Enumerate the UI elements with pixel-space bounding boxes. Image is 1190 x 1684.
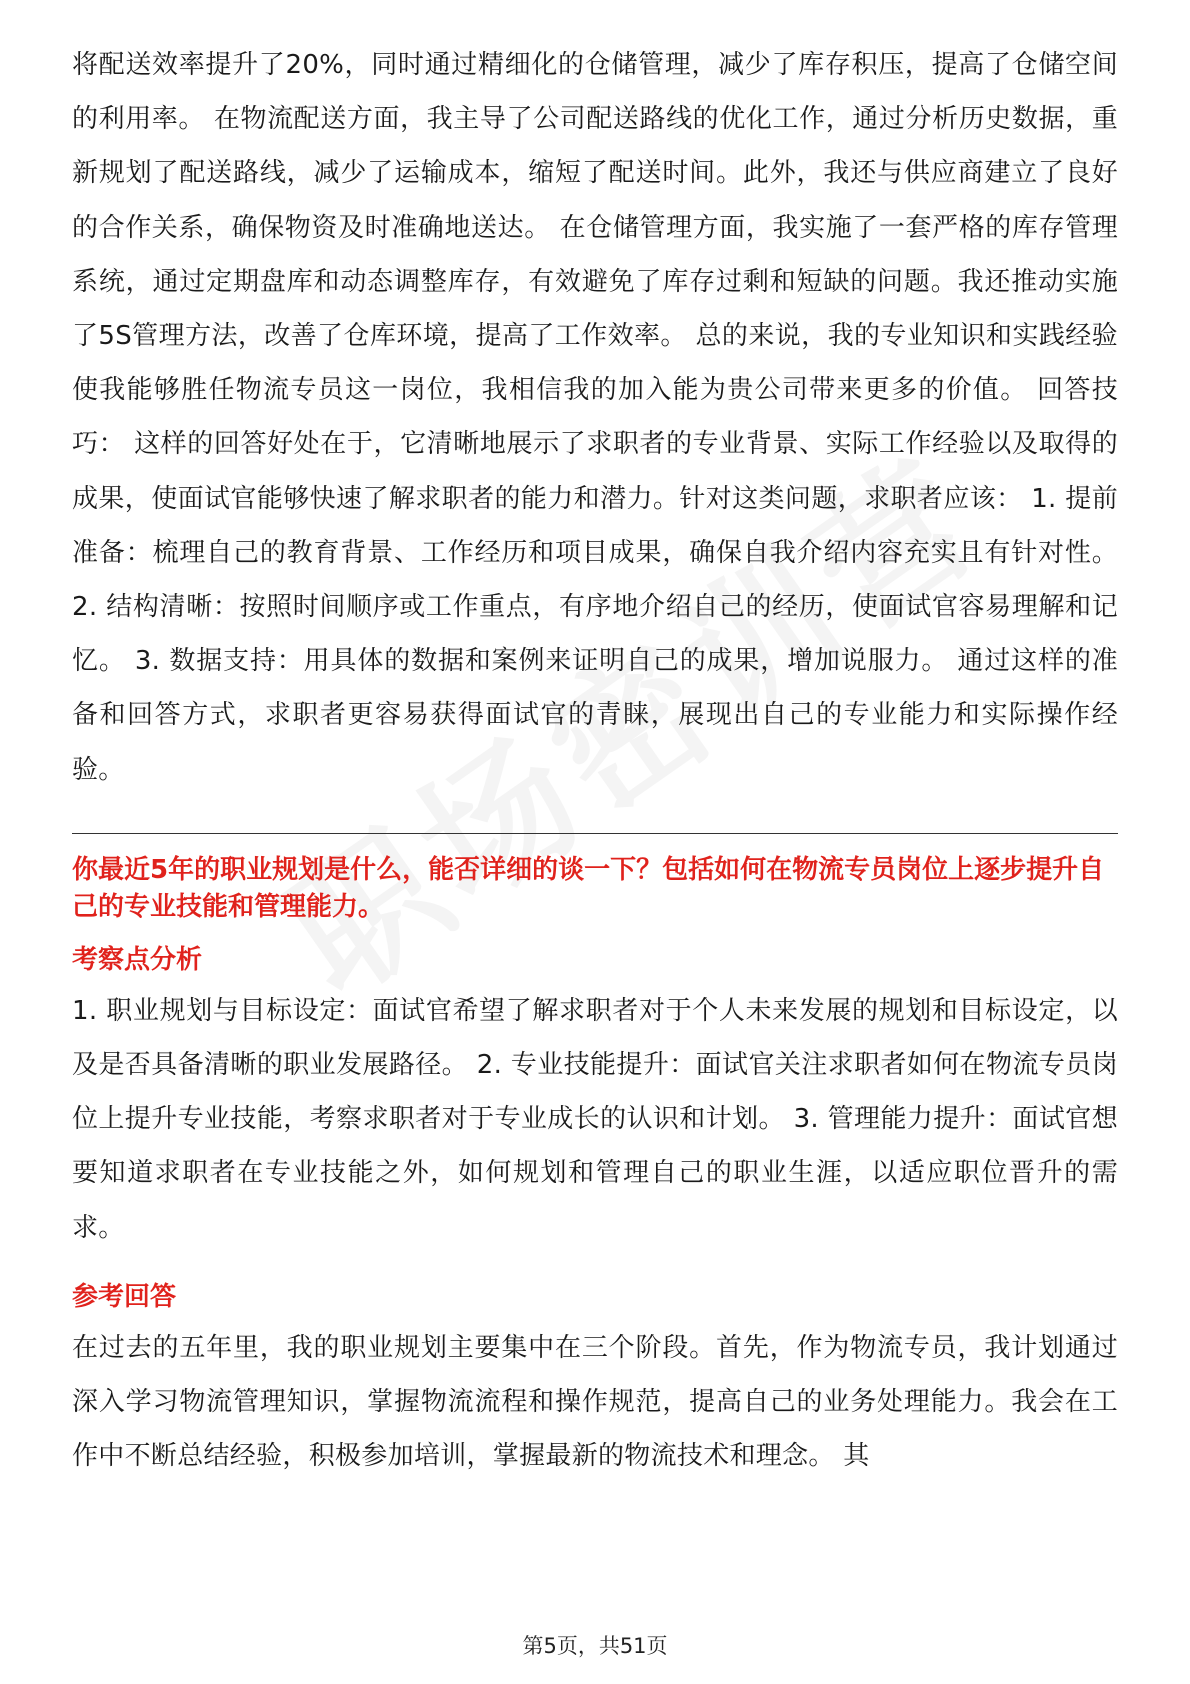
page-footer: 第5页，共51页	[522, 1634, 668, 1658]
section-divider	[72, 833, 1118, 834]
analysis-heading: 考察点分析	[72, 944, 203, 975]
interview-question: 你最近5年的职业规划是什么，能否详细的谈一下？包括如何在物流专员岗位上逐步提升自己的专业技能和管理能力。	[72, 854, 1105, 922]
analysis-body: 1. 职业规划与目标设定：面试官希望了解求职者对于个人未来发展的规划和目标设定，以及是否具备清晰的职业发展路径。 2. 专业技能提升：面试官关注求职者如何在物流专员岗位上提升专业技能，考察求职者对于专业成长的认识和计划。 3. 管理能力提升：面试官想要知道求职者在专业技能之外，如何规划和管理自己的职业生涯，以适应职位晋升的需求。	[72, 995, 1118, 1243]
reference-body: 在过去的五年里，我的职业规划主要集中在三个阶段。首先，作为物流专员，我计划通过深入学习物流管理知识，掌握物流流程和操作规范，提高自己的业务处理能力。我会在工作中不断总结经验，积极参加培训，掌握最新的物流技术和理念。 其	[72, 1332, 1118, 1472]
reference-heading: 参考回答	[72, 1281, 177, 1312]
intro-paragraph: 将配送效率提升了20%，同时通过精细化的仓储管理，减少了库存积压，提高了仓储空间的利用率。 在物流配送方面，我主导了公司配送路线的优化工作，通过分析历史数据，重新规划了配送路线，减少了运输成本，缩短了配送时间。此外，我还与供应商建立了良好的合作关系，确保物资及时准确地送达。 在仓储管理方面，我实施了一套严格的库存管理系统，通过定期盘库和动态调整库存，有效避免了库存过剩和短缺的问题。我还推动实施了5S管理方法，改善了仓库环境，提高了工作效率。 总的来说，我的专业知识和实践经验使我能够胜任物流专员这一岗位，我相信我的加入能为贵公司带来更多的价值。 回答技巧： 这样的回答好处在于，它清晰地展示了求职者的专业背景、实际工作经验以及取得的成果，使面试官能够快速了解求职者的能力和潜力。针对这类问题，求职者应该： 1. 提前准备：梳理自己的教育背景、工作经历和项目成果，确保自我介绍内容充实且有针对性。 2. 结构清晰：按照时间顺序或工作重点，有序地介绍自己的经历，使面试官容易理解和记忆。 3. 数据支持：用具体的数据和案例来证明自己的成果，增加说服力。 通过这样的准备和回答方式，求职者更容易获得面试官的青睐，展现出自己的专业能力和实际操作经验。	[72, 50, 1118, 785]
document-page	[72, 38, 1118, 1483]
